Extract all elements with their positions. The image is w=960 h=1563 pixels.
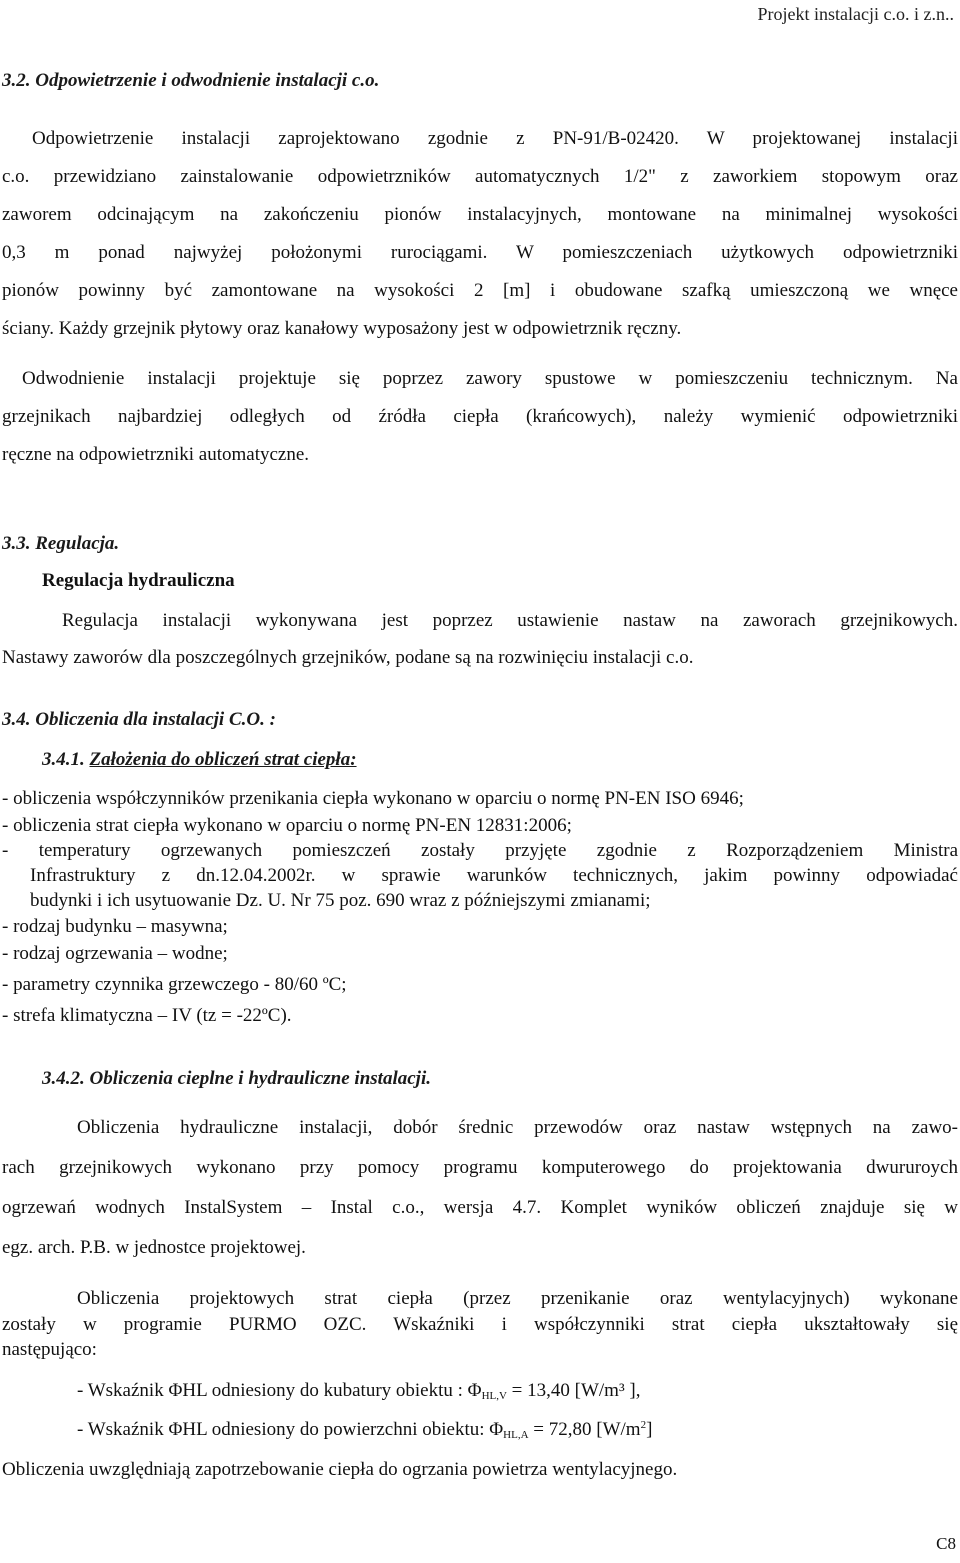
subheading-3-4-2: 3.4.2. Obliczenia cieplne i hydrauliczne instalacji. [42,1068,431,1089]
list-item: - obliczenia współczynników przenikania ciepła wykonano w oparciu o normę PN-EN ISO 6946; [2,788,744,809]
section-heading-3-3: 3.3. Regulacja. [2,533,120,554]
subheading-regulacja-hydrauliczna: Regulacja hydrauliczna [42,570,235,591]
indicator-value: = 13,40 [W/m³ ], [506,1380,641,1401]
list-item: - rodzaj budynku – masywna; [2,916,228,937]
list-item: - strefa klimatyczna – IV (tz = -22ºC). [2,1005,292,1026]
text-line: ręczne na odpowietrzniki automatyczne. [2,444,310,465]
list-item: - temperatury ogrzewanych pomieszczeń zostały przyjęte zgodnie z Rozporządzeniem Ministra [2,840,958,861]
indicator-value: = 72,80 [W/m [528,1419,641,1440]
subheading-title: Założenia do obliczeń strat ciepła: [89,749,357,770]
text-line: Regulacja instalacji wykonywana jest poprzez ustawienie nastaw na zaworach grzejnikowych. [62,610,958,631]
text-line: grzejnikach najbardziej odległych od źródła ciepła (krańcowych), należy wymienić odpowietrzniki [2,406,958,427]
indicator-subscript: HL,A [503,1429,529,1441]
page-number: C8 [936,1534,956,1553]
list-item: - parametry czynnika grzewczego - 80/60 ºC; [2,974,347,995]
indicator-superscript: 2 [640,1419,647,1431]
list-item-continuation: Infrastruktury z dn.12.04.2002r. w sprawie warunków technicznych, jakim powinny odpowiadać [30,865,958,886]
indicator-subscript: HL,V [481,1390,507,1402]
list-item: - obliczenia strat ciepła wykonano w oparciu o normę PN-EN 12831:2006; [2,815,572,836]
text-line: pionów powinny być zamontowane na wysokości 2 [m] i obudowane szafką umieszczoną we wnęce [2,280,958,301]
text-line: następująco: [2,1339,97,1360]
subheading-3-4-1 [42,749,357,771]
list-item-continuation: budynki i ich usytuowanie Dz. U. Nr 75 poz. 690 wraz z późniejszymi zmianami; [30,890,651,911]
running-header: Projekt instalacji c.o. i z.n.. [757,4,954,24]
text-line: egz. arch. P.B. w jednostce projektowej. [2,1237,306,1258]
indicator-powierzchnia [77,1419,652,1446]
closing-sentence: Obliczenia uwzględniają zapotrzebowanie ciepła do ogrzania powietrza wentylacyjnego. [2,1459,678,1480]
text-line: Odpowietrzenie instalacji zaprojektowano zgodnie z PN-91/B-02420. W projektowanej instalacji [32,128,958,149]
text-line: 0,3 m ponad najwyżej położonymi rurociągami. W pomieszczeniach użytkowych odpowietrzniki [2,242,958,263]
subheading-number: 3.4.1. [42,749,85,770]
text-line: ściany. Każdy grzejnik płytowy oraz kanałowy wyposażony jest w odpowietrznik ręczny. [2,318,682,339]
text-line: ogrzewań wodnych InstalSystem – Instal c.o., wersja 4.7. Komplet wyników obliczeń znajduje się w [2,1197,958,1218]
text-line: rach grzejnikowych wykonano przy pomocy programu komputerowego do projektowania dwururoych [2,1157,958,1178]
indicator-lead: - Wskaźnik ΦHL odniesiony do kubatury obiektu : Φ [77,1380,482,1401]
text-line: Obliczenia projektowych strat ciepła (przez przenikanie oraz wentylacyjnych) wykonane [77,1288,958,1309]
indicator-lead: - Wskaźnik ΦHL odniesiony do powierzchni obiektu: Φ [77,1419,504,1440]
text-line: Obliczenia hydrauliczne instalacji, dobór średnic przewodów oraz nastaw wstępnych na zawo- [77,1117,958,1138]
section-heading-3-4: 3.4. Obliczenia dla instalacji C.O. : [2,709,276,730]
section-heading-3-2: 3.2. Odpowietrzenie i odwodnienie instalacji c.o. [2,70,380,91]
text-line: c.o. przewidziano zainstalowanie odpowietrzników automatycznych 1/2" z zaworkiem stopowym oraz [2,166,958,187]
text-line: Nastawy zaworów dla poszczególnych grzejników, podane są na rozwinięciu instalacji c.o. [2,647,694,668]
text-line: zaworem odcinającym na zakończeniu pionów instalacyjnych, montowane na minimalnej wysokości [2,204,958,225]
text-line: Odwodnienie instalacji projektuje się poprzez zawory spustowe w pomieszczeniu technicznym. Na [22,368,958,389]
indicator-kubatura [77,1380,640,1407]
indicator-end: ] [646,1419,653,1440]
text-line: zostały w programie PURMO OZC. Wskaźniki i współczynniki strat ciepła ukształtowały się [2,1314,958,1335]
list-item: - rodzaj ogrzewania – wodne; [2,943,228,964]
